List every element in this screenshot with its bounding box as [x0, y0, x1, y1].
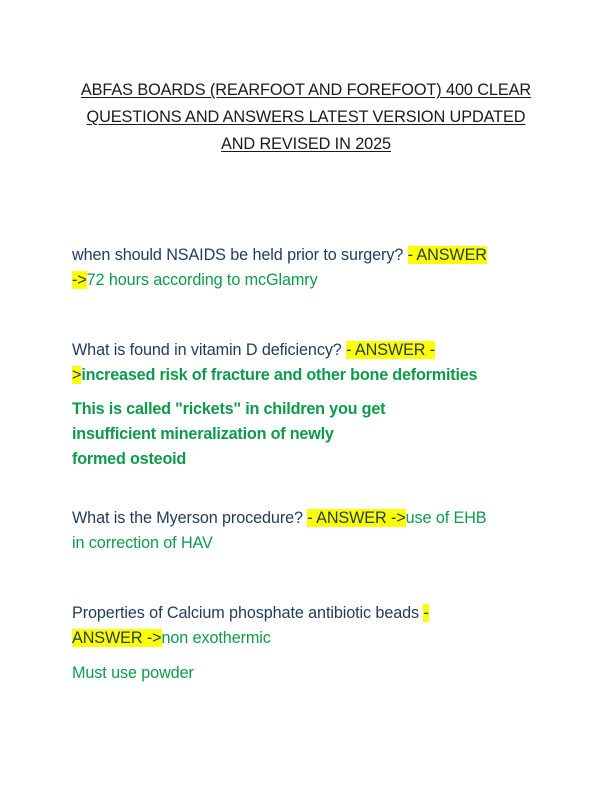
answer-marker: -> [72, 271, 87, 289]
question-text: What is found in vitamin D deficiency? [72, 341, 347, 359]
answer-text: increased risk of fracture and other bone deformities [81, 366, 478, 384]
question-text: when should NSAIDS be held prior to surgery? [72, 246, 408, 264]
question-text: Properties of Calcium phosphate antibiotic beads [72, 604, 424, 622]
answer-note-powder [72, 661, 544, 686]
answer-text: in correction of HAV [72, 534, 213, 552]
title-line: ABFAS BOARDS (REARFOOT AND FOREFOOT) 400 CLEAR [80, 81, 532, 99]
answer-text: 72 hours according to mcGlamry [86, 271, 318, 289]
answer-marker: - ANSWER [407, 246, 487, 264]
qa-item-myerson [72, 506, 544, 556]
answer-note-rickets [72, 397, 544, 472]
note-line: Must use powder [72, 664, 194, 682]
note-line: This is called "rickets" in children you get [72, 400, 386, 418]
answer-text: use of EHB [405, 509, 487, 527]
title-line: QUESTIONS AND ANSWERS LATEST VERSION UPDATED [86, 108, 526, 126]
answer-marker: > [72, 366, 82, 384]
answer-marker: ANSWER -> [72, 629, 162, 647]
answer-text: non exothermic [161, 629, 271, 647]
note-line: insufficient mineralization of newly [72, 425, 334, 443]
qa-item-nsaids [72, 243, 544, 293]
answer-marker: - ANSWER -> [307, 509, 406, 527]
answer-marker: - [423, 604, 429, 622]
qa-item-calcium-beads [72, 601, 544, 651]
note-line: formed osteoid [72, 450, 187, 468]
answer-marker: - ANSWER - [346, 341, 436, 359]
question-text: What is the Myerson procedure? [72, 509, 308, 527]
qa-item-vitamin-d [72, 338, 544, 388]
title-line: AND REVISED IN 2025 [220, 135, 392, 153]
document-title [60, 77, 552, 158]
